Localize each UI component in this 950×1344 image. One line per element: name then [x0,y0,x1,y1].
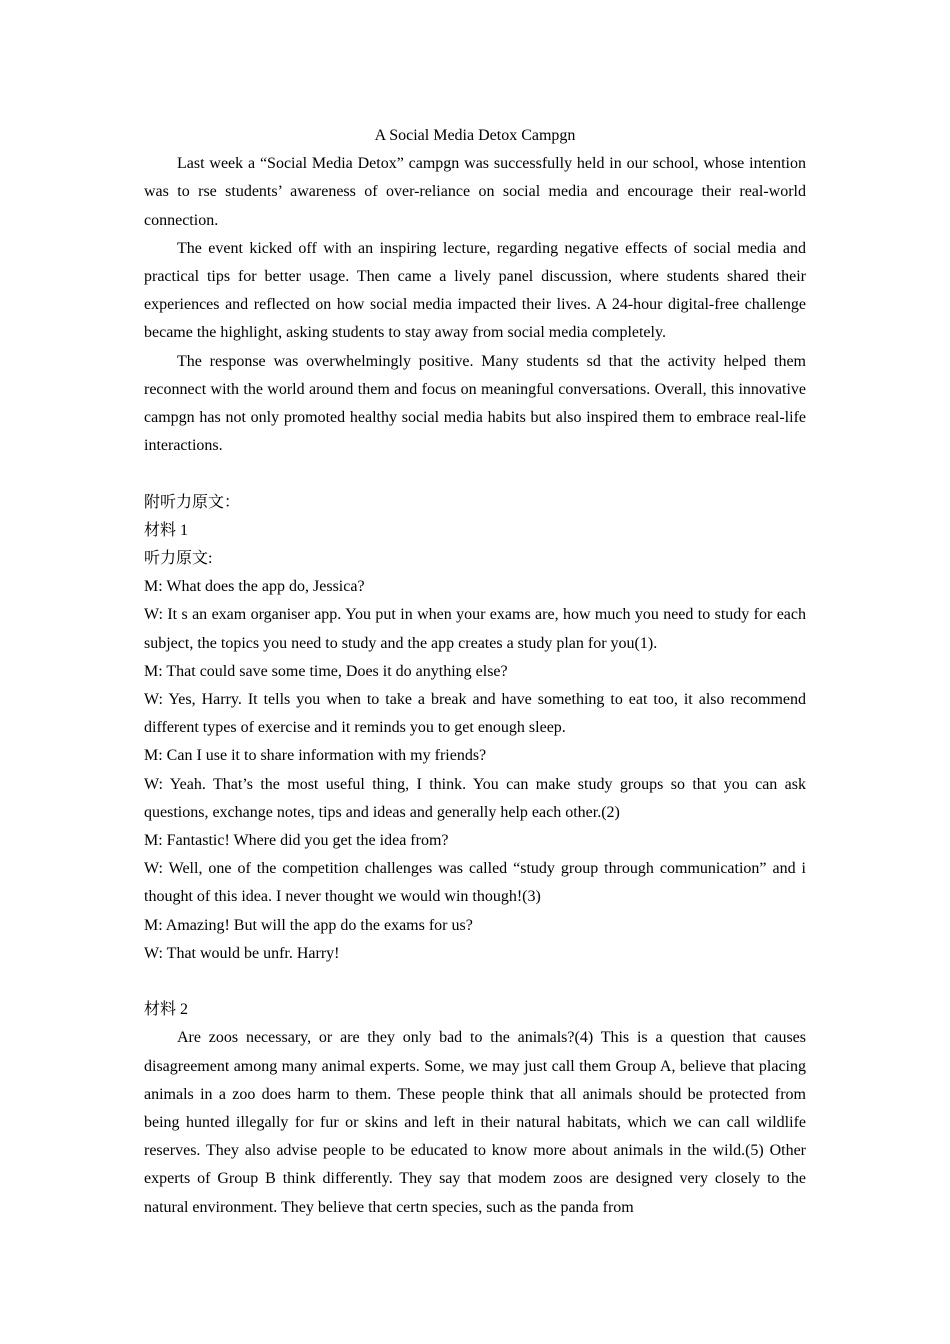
spacer [144,460,806,488]
document-page [144,122,806,1222]
material-2-label: 材料 2 [144,1001,189,1019]
essay-paragraph-2: The event kicked off with an inspiring lecture, regarding negative effects of social media and practical tips for better usage. Then came a lively panel discussion, where students shared their experiences and reflected on how social media impacted their lives. A 24-hour digital-free challenge became the highlight, asking students to stay away from social media completely. [144,239,806,342]
dialogue-line: W: It s an exam organiser app. You put in when your exams are, how much you need to study for each subject, the topics you need to study and the app creates a study plan for you(1). [144,606,806,652]
appendix-heading: 附听力原文： [144,493,241,511]
material-1-label: 材料 1 [144,521,189,539]
material-2-paragraph: Are zoos necessary, or are they only bad to the animals?(4) This is a question that causes disagreement among many animal experts. Some, we may just call them Group A, believe that placing animals in a zoo does harm to them. These people think that all animals should be protected from being hunted illegally for fur or skins and left in their natural habitats, which we can call wildlife reserves. They also advise people to be educated to know more about animals in the wild.(5) Other experts of Group B think differently. They say that modem zoos are designed very closely to the natural environment. They believe that certn species, such as the panda from [144,1029,806,1216]
essay-title: A Social Media Detox Campgn [374,127,576,144]
dialogue-line: M: Fantastic! Where did you get the idea from? [144,832,449,850]
material-1-sublabel: 听力原文: [144,550,213,568]
dialogue-line: W: Yes, Harry. It tells you when to take a break and have something to eat too, it also recommend different types of exercise and it reminds you to get enough sleep. [144,691,806,737]
dialogue-line: W: Yeah. That’s the most useful thing, I think. You can make study groups so that you can ask questions, exchange notes, tips and ideas and generally help each other.(2) [144,775,806,821]
dialogue-line: W: Well, one of the competition challenges was called “study group through communication” and i thought of this idea. I never thought we would win though!(3) [144,860,806,906]
dialogue-line: M: What does the app do, Jessica? [144,578,365,596]
spacer [144,968,806,996]
dialogue-line: M: That could save some time, Does it do anything else? [144,662,508,680]
dialogue-line: W: That would be unfr. Harry! [144,944,340,962]
essay-paragraph-3: The response was overwhelmingly positive. Many students sd that the activity helped them reconnect with the world around them and focus on meaningful conversations. Overall, this innovative campgn has not only promoted healthy social media habits but also inspired them to embrace real-life interactions. [144,352,806,455]
essay-paragraph-1: Last week a “Social Media Detox” campgn was successfully held in our school, whose intention was to rse students’ awareness of over-reliance on social media and encourage their real-world connection. [144,155,806,229]
dialogue-line: M: Amazing! But will the app do the exams for us? [144,916,473,934]
dialogue-line: M: Can I use it to share information with my friends? [144,747,487,765]
